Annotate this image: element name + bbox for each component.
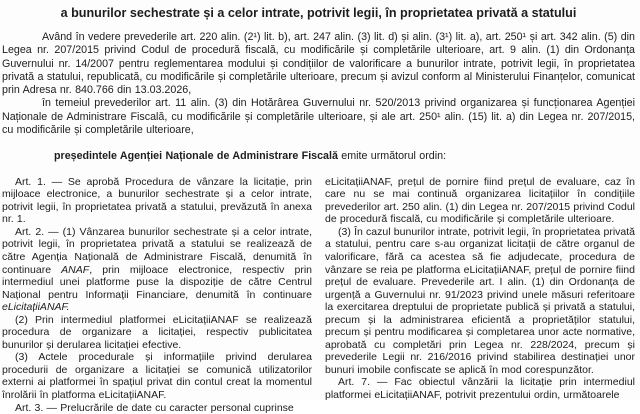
issuer-line: [2, 150, 635, 163]
elicitatii-anaf-name: eLicitațiiANAF.: [2, 301, 70, 314]
article-1: Art. 1. — Se aprobă Procedura de vânzare la licitație, prin mijloace electronice, a bunurilor sechestrate și a celor intrate, potrivit legii, în proprietatea privată a statului, prevăzută în anexa nr. 1.: [2, 175, 312, 226]
two-column-body: [2, 176, 635, 414]
left-column: [2, 176, 312, 414]
article-7-partial: Art. 7. — Fac obiectul vânzării la licitație prin intermediul platformei eLicitațiiANAF, potrivit prezentului ordin, următoarele: [325, 376, 635, 401]
article-2-alin-3: (3) Actele procedurale și informațiile privind derularea procedurii de organizare a licitației se comunică utilizatorilor externi ai platformei în spațiul privat din contul creat la momentul înrolării în platforma eLicitațiiANAF.: [2, 351, 312, 401]
preamble-paragraph-1: Având în vedere prevederile art. 220 alin. (2¹) lit. b), art. 247 alin. (3) lit. d) și alin. (3¹) lit. a), art. 250¹ și art. 342 alin. (5) din Legea nr. 207/2015 privind Codul de procedură fiscală, cu modificările și completările ulterioare, art. 9 alin. (1) din Ordonanța Guvernului nr. 14/2007 pentru reglementarea modului și condițiilor de valorificare a bunurilor intrate, potrivit legii, în proprietatea privată a statului, republicată, cu modificările și completările ulterioare, precum și avizul conform al Ministerului Finanțelor, comunicat prin Adresa nr. 840.766 din 13.03.2026,: [2, 31, 635, 97]
article-3-partial: Art. 3. — Prelucrările de date cu caracter personal cuprinse: [15, 401, 294, 414]
article-2-alin-1-text: Art. 2. — (1) Vânzarea bunurilor sechestrate și a celor intrate, potrivit legii, în proprietatea privată a statului se realizează de către Agenția Națională de Administrare Fiscală, denumită în continuare: [2, 225, 312, 276]
issuer-order-text: emite următorul ordin:: [337, 150, 447, 163]
alin-3-paragraph: (3) În cazul bunurilor intrate, potrivit legii, în proprietatea privată a statului, pentru care s-au organizat licitații de către organul de valorificare, fără ca acestea să fie adjudecate, procedura de vânzare se reia pe platforma eLicitațiiANAF, prețul de pornire fiind prețul de evaluare. Prevederile art. I alin. (1) din Ordonanța de urgență a Guvernului nr. 91/2023 privind unele măsuri referitoare la exercitarea dreptului de proprietate publică și privată a statului, precum și la administrarea eficientă a proprietăților statului, precum și pentru modificarea și completarea unor acte normative, aprobată cu completări prin Legea nr. 228/2024, precum și prevederile Legii nr. 216/2016 privind stabilirea destinației unor bunuri imobile confiscate se aplică în mod corespunzător.: [325, 225, 635, 376]
continuation-paragraph: eLicitațiiANAF, prețul de pornire fiind prețul de evaluare, caz în care nu se mai continuă organizarea licitațiilor în condițiile prevederilor art. 250 alin. (1) din Legea nr. 207/2015 privind Codul de procedură fiscală, cu modificările și completările ulterioare.: [325, 175, 635, 226]
right-column: [325, 176, 635, 414]
article-2-alin-2: (2) Prin intermediul platformei eLicitațiiANAF se realizează procedura de organizare a licitației, respectiv publicitatea bunurilor și derularea licitației efective.: [2, 313, 312, 351]
issuer-name: președintele Agenției Naționale de Administrare Fiscală: [54, 150, 338, 163]
anaf-abbrev: ANAF: [61, 263, 90, 276]
preamble-paragraph-2: în temeiul prevederilor art. 11 alin. (3) din Hotărârea Guvernului nr. 520/2013 privind organizarea și funcționarea Agenției Naționale de Administrare Fiscală, cu modificările și completările ulterioare, și ale art. 250¹ alin. (15) lit. a) din Legea nr. 207/2015, cu modificările și completările ulterioare,: [2, 97, 635, 137]
article-2-alin-1-text-2: , prin mijloace electronice, respectiv prin intermediul unei platforme puse la dispoziție de către Centrul Național pentru Informații Financiare, denumită în continuare: [2, 263, 312, 301]
page-title: a bunurilor sechestrate și a celor intrate, potrivit legii, în proprietatea privată a statului: [60, 6, 577, 20]
article-2-alin-1: [2, 226, 312, 314]
preamble: [2, 31, 635, 164]
